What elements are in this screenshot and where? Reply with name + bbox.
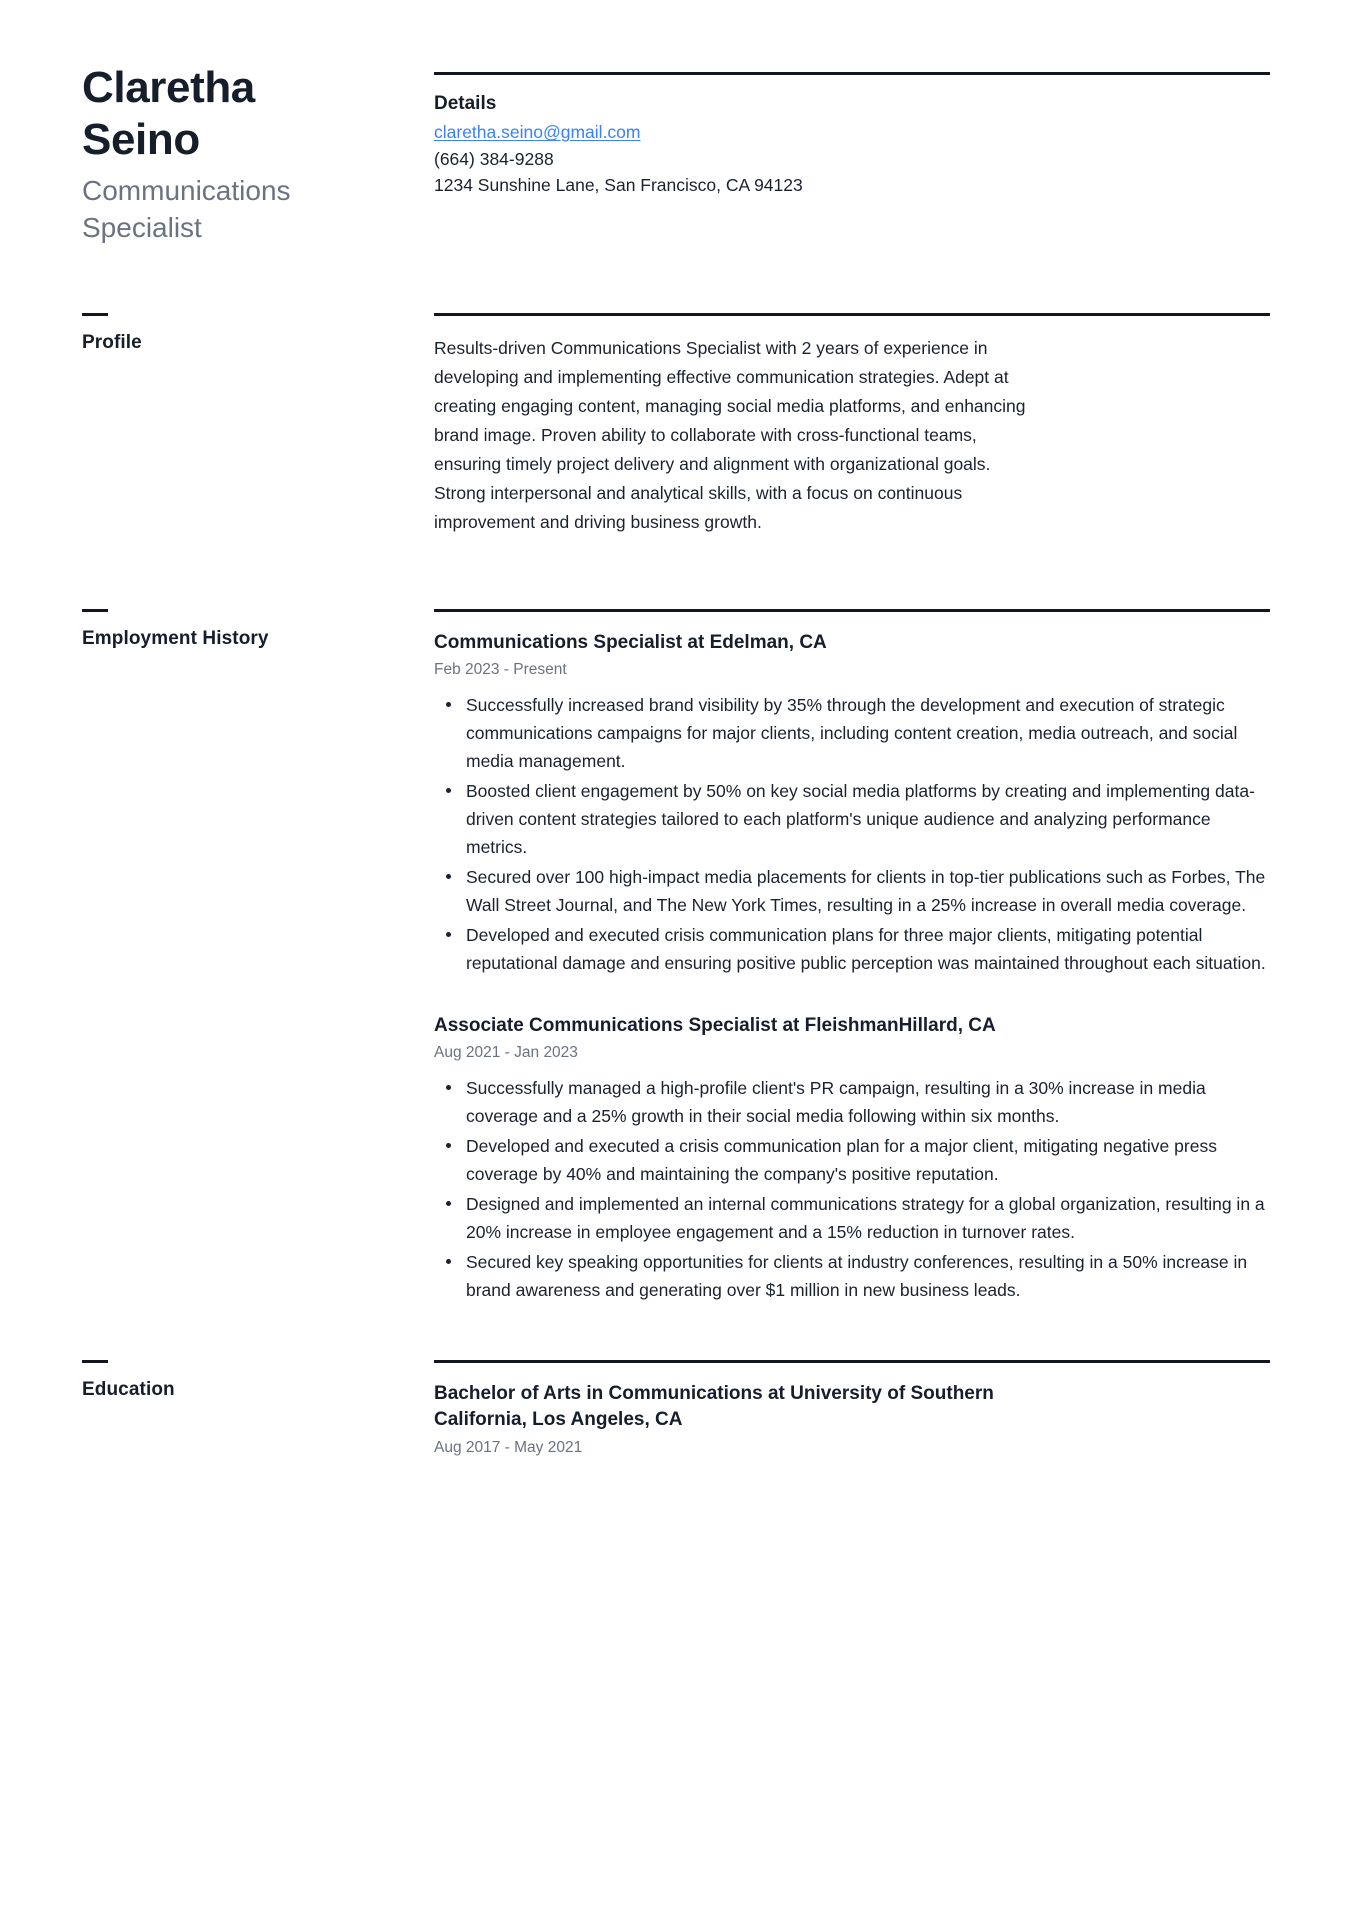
spacer-after-profile <box>82 555 1270 609</box>
education-sidebar <box>82 1360 434 1401</box>
employment-entry-date: Feb 2023 - Present <box>434 660 567 678</box>
page-title: Claretha Seino <box>82 63 255 164</box>
education-entry-date: Aug 2017 - May 2021 <box>434 1438 583 1456</box>
details-block <box>434 62 1270 199</box>
employment-entry-date: Aug 2021 - Jan 2023 <box>434 1044 578 1062</box>
sidebar-label-profile: Profile <box>82 331 142 353</box>
details-phone: (664) 384-9288 <box>434 148 554 169</box>
education-entry-title: Bachelor of Arts in Communications at University of Southern California, Los Angeles, CA <box>434 1383 994 1431</box>
details-address: 1234 Sunshine Lane, San Francisco, CA 94123 <box>434 175 803 196</box>
section-dash-icon <box>82 609 108 612</box>
header-name-block <box>82 62 434 247</box>
profile-text: Results-driven Communications Specialist with 2 years of experience in developing and implementing effective communication strategies. Adept at creating engaging content, managing social media platforms, and enhancing brand image. Proven ability to collaborate with cross-functional teams, ensuring timely project delivery and alignment with organizational goals. Strong interpersonal and analytical skills, with a focus on continuous improvement and driving business growth. <box>434 337 1026 533</box>
employment-content <box>434 609 1270 1306</box>
sidebar-label-employment-history: Employment History <box>82 627 269 649</box>
list-item: Designed and implemented an internal communications strategy for a global organization, resulting in a 20% increase in employee engagement and a 15% reduction in turnover rates. <box>464 1190 1270 1246</box>
section-dash-icon <box>82 1360 108 1363</box>
section-dash-icon <box>82 313 108 316</box>
education-content <box>434 1360 1270 1456</box>
profile-divider <box>434 313 1270 316</box>
education-section <box>82 1360 1270 1456</box>
education-entry <box>434 1381 1270 1456</box>
employment-entry-bullets <box>434 691 1270 977</box>
profile-section <box>82 313 1270 555</box>
employment-entry <box>434 1013 1270 1304</box>
education-divider <box>434 1360 1270 1363</box>
header-job-title: Communications Specialist <box>82 174 291 244</box>
list-item: Secured key speaking opportunities for clients at industry conferences, resulting in a 50% increase in brand awareness and generating over $1 million in new business leads. <box>464 1248 1270 1304</box>
email-link[interactable]: claretha.seino@gmail.com <box>434 122 641 142</box>
resume-header <box>82 62 1270 247</box>
spacer-after-employment <box>82 1306 1270 1360</box>
employment-entry-title: Communications Specialist at Edelman, CA <box>434 631 827 653</box>
spacer-after-header <box>82 247 1270 313</box>
list-item: Developed and executed a crisis communication plan for a major client, mitigating negative press coverage by 40% and maintaining the company's positive reputation. <box>464 1132 1270 1188</box>
list-item: Boosted client engagement by 50% on key social media platforms by creating and implementing data-driven content strategies tailored to each platform's unique audience and analyzing performance metrics. <box>464 777 1270 861</box>
list-item: Secured over 100 high-impact media placements for clients in top-tier publications such as Forbes, The Wall Street Journal, and The New York Times, resulting in a 25% increase in overall media coverage. <box>464 863 1270 919</box>
list-item: Developed and executed crisis communication plans for three major clients, mitigating potential reputational damage and ensuring positive public perception was maintained throughout each situation. <box>464 921 1270 977</box>
employment-divider <box>434 609 1270 612</box>
details-divider <box>434 72 1270 75</box>
employment-entry-bullets <box>434 1074 1270 1304</box>
profile-sidebar <box>82 313 434 354</box>
employment-section <box>82 609 1270 1306</box>
list-item: Successfully increased brand visibility by 35% through the development and execution of strategic communications campaigns for major clients, including content creation, media outreach, and social media management. <box>464 691 1270 775</box>
employment-entry-title: Associate Communications Specialist at FleishmanHillard, CA <box>434 1014 996 1036</box>
profile-content <box>434 313 1270 555</box>
details-email-line <box>434 119 1270 146</box>
employment-sidebar <box>82 609 434 650</box>
details-heading: Details <box>434 93 497 114</box>
list-item: Successfully managed a high-profile client's PR campaign, resulting in a 30% increase in media coverage and a 25% growth in their social media following within six months. <box>464 1074 1270 1130</box>
employment-entry <box>434 630 1270 977</box>
sidebar-label-education: Education <box>82 1379 175 1401</box>
